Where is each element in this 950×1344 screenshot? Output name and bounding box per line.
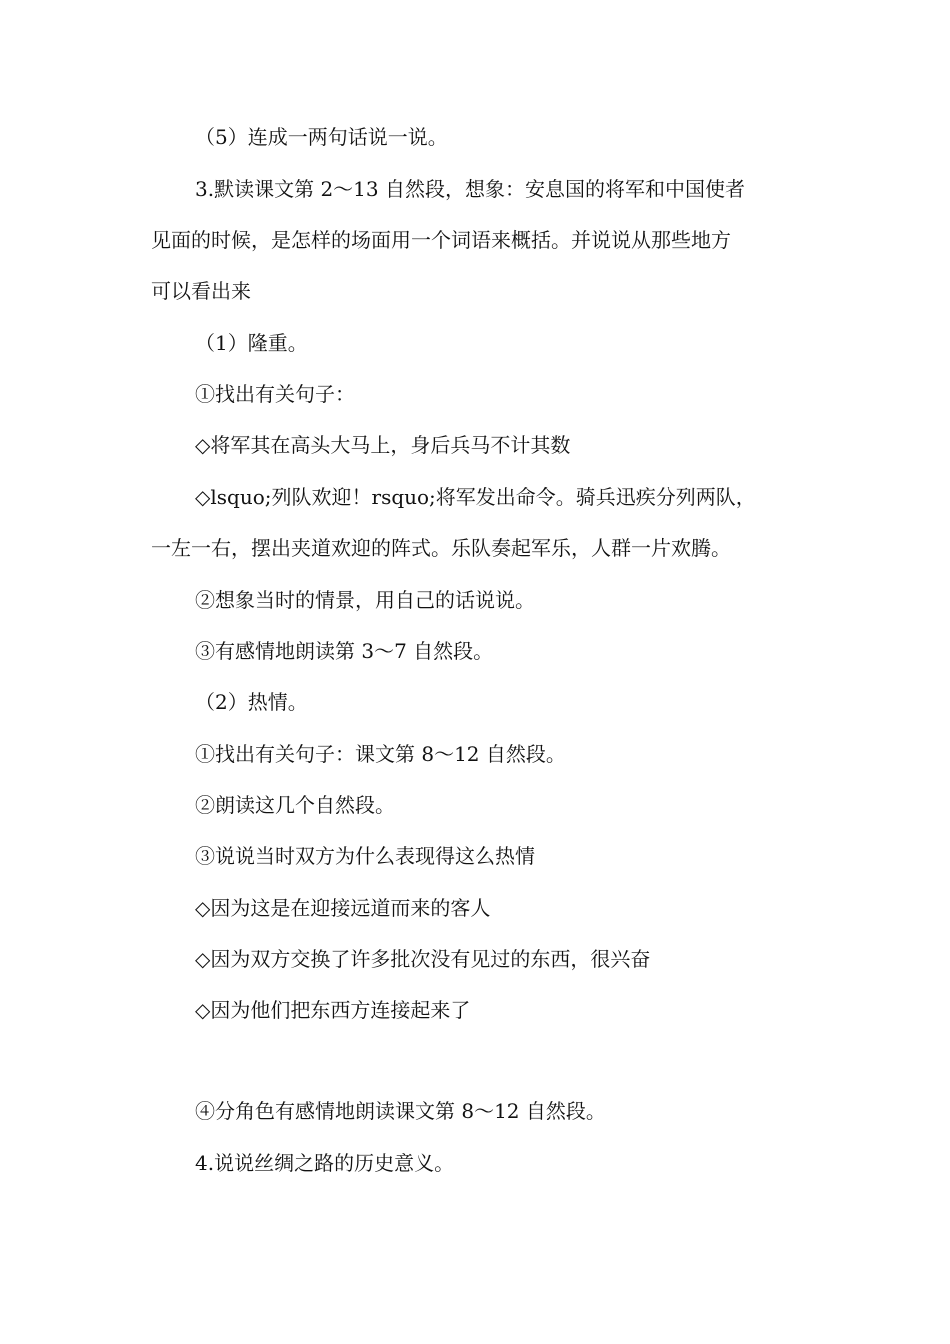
text-line: （1）隆重。 [195,331,308,355]
text-line: 3.默读课文第 2～13 自然段，想象：安息国的将军和中国使者 [195,177,745,201]
text-line: ③有感情地朗读第 3～7 自然段。 [195,639,494,663]
text-line: 见面的时候，是怎样的场面用一个词语来概括。并说说从那些地方 [151,228,731,252]
text-line: ◇因为这是在迎接远道而来的客人 [195,896,491,920]
text-line: ③说说当时双方为什么表现得这么热情 [195,844,535,868]
text-line: ◇lsquo;列队欢迎！rsquo;将军发出命令。骑兵迅疾分列两队， [195,485,756,509]
text-line: ◇因为他们把东西方连接起来了 [195,998,471,1022]
text-line: ◇因为双方交换了许多批次没有见过的东西，很兴奋 [195,947,651,971]
text-line: ②朗读这几个自然段。 [195,793,395,817]
text-line: ④分角色有感情地朗读课文第 8～12 自然段。 [195,1099,606,1123]
text-line: ◇将军其在高头大马上，身后兵马不计其数 [195,433,571,457]
text-line: 4.说说丝绸之路的历史意义。 [195,1151,455,1175]
text-line: 一左一右，摆出夹道欢迎的阵式。乐队奏起军乐，人群一片欢腾。 [151,536,731,560]
text-line: （5）连成一两句话说一说。 [195,125,448,149]
text-line: ①找出有关句子： [195,382,355,406]
text-line: ①找出有关句子：课文第 8～12 自然段。 [195,742,566,766]
text-line: ②想象当时的情景，用自己的话说说。 [195,588,535,612]
text-line: 可以看出来 [151,279,251,303]
text-line: （2）热情。 [195,690,308,714]
